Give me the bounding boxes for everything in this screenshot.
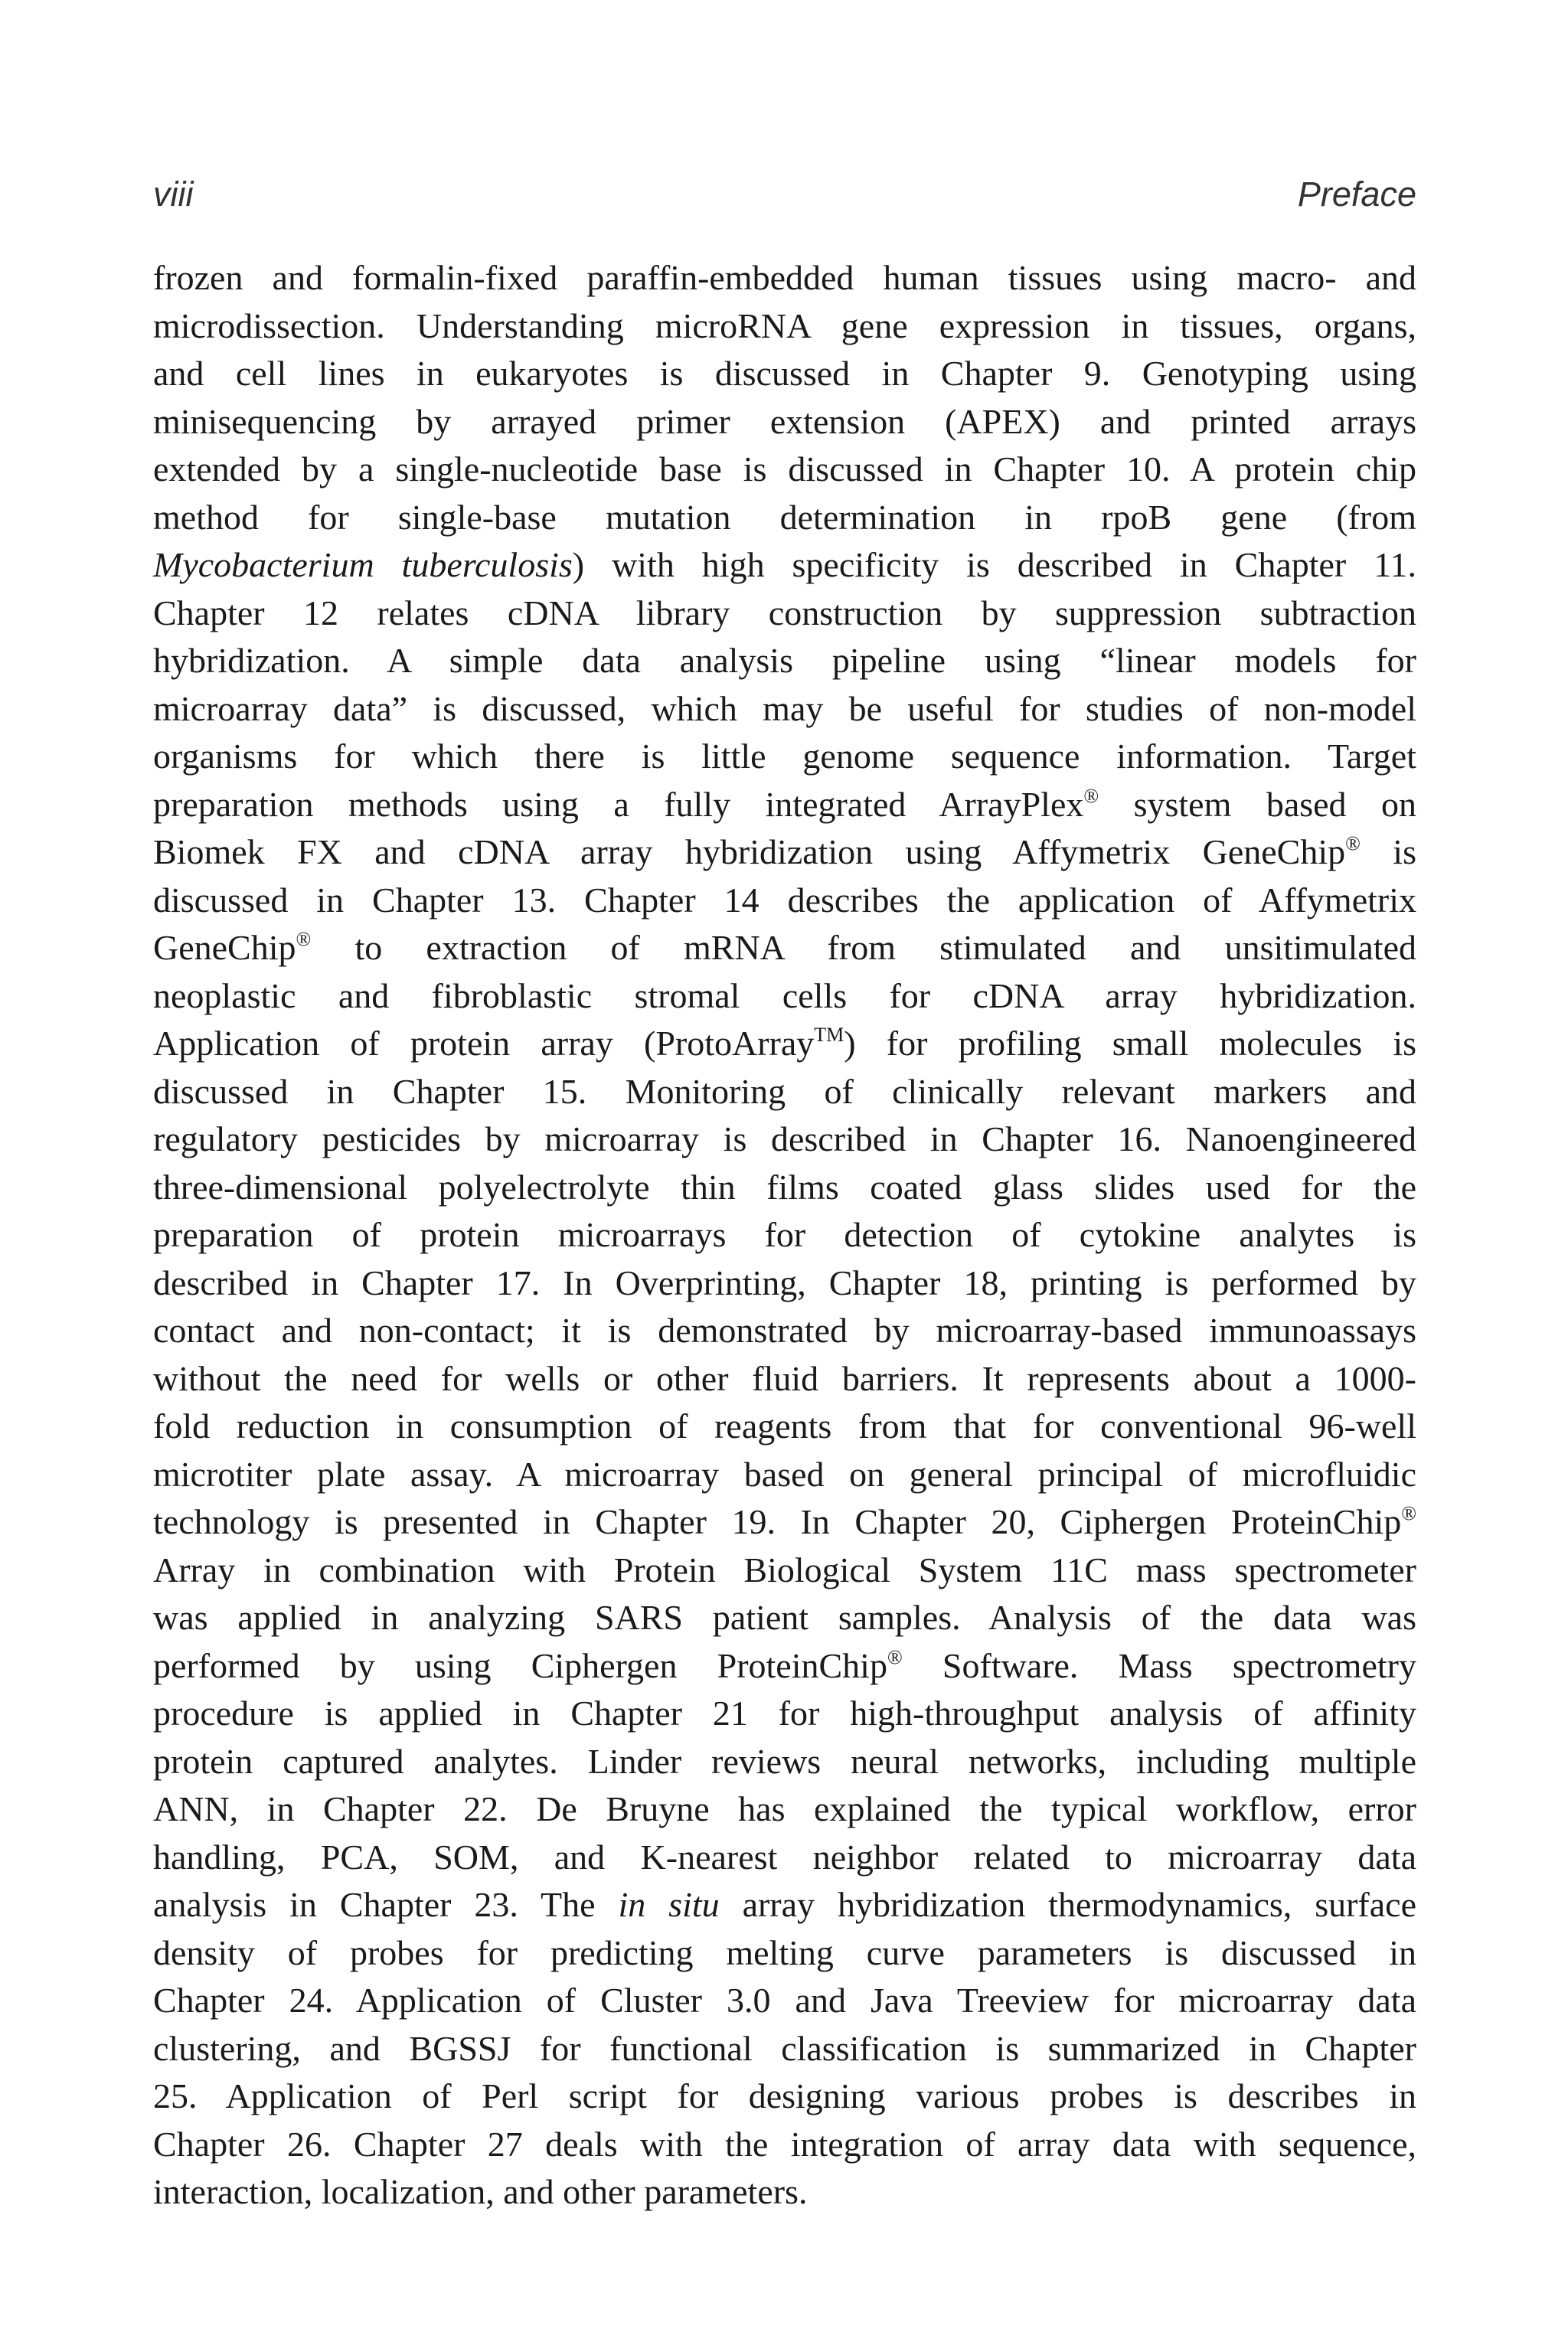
text-line: frozen and formalin-fixed paraffin-embedded human tissues using macro- and	[153, 258, 1416, 297]
document-page	[153, 0, 1416, 2352]
registered-mark: ®	[1083, 784, 1099, 807]
text-line: microdissection. Understanding microRNA gene expression in tissues, organs,	[153, 305, 1416, 345]
text-line: preparation of protein microarrays for detection of cytokine analytes is	[153, 1215, 1416, 1254]
text-line: protein captured analytes. Linder reviews neural networks, including multiple	[153, 1741, 1416, 1781]
registered-mark: ®	[1345, 832, 1361, 854]
text-line: discussed in Chapter 15. Monitoring of clinically relevant markers and	[153, 1071, 1416, 1111]
text-line: Chapter 24. Application of Cluster 3.0 and Java Treeview for microarray data	[153, 1981, 1416, 2020]
text-line: density of probes for predicting melting curve parameters is discussed in	[153, 1932, 1416, 1972]
species-name: Mycobacterium tuberculosis	[153, 545, 573, 584]
text-line: discussed in Chapter 13. Chapter 14 describes the application of Affymetrix	[153, 880, 1416, 920]
body-paragraph	[153, 254, 1416, 2216]
text-line: microarray data” is discussed, which may be useful for studies of non-model	[153, 688, 1416, 728]
text-line: Biomek FX and cDNA array hybridization using Affymetrix GeneChip® is	[153, 832, 1416, 871]
text-line: GeneChip® to extraction of mRNA from stimulated and unsitimulated	[153, 928, 1416, 967]
text-line: three-dimensional polyelectrolyte thin films coated glass slides used for the	[153, 1167, 1416, 1207]
text-line: 25. Application of Perl script for designing various probes is describes in	[153, 2076, 1416, 2115]
text-line: handling, PCA, SOM, and K-nearest neighbor related to microarray data	[153, 1837, 1416, 1877]
text-line: performed by using Ciphergen ProteinChip® Software. Mass spectrometry	[153, 1645, 1416, 1685]
text-line: regulatory pesticides by microarray is described in Chapter 16. Nanoengineered	[153, 1119, 1416, 1158]
registered-mark: ®	[296, 928, 312, 950]
text-line: Chapter 12 relates cDNA library construction by suppression subtraction	[153, 593, 1416, 632]
registered-mark: ®	[1401, 1502, 1416, 1524]
text-line: procedure is applied in Chapter 21 for high-throughput analysis of affinity	[153, 1694, 1416, 1733]
text-line: Mycobacterium tuberculosis) with high specificity is described in Chapter 11.	[153, 545, 1416, 584]
text-line: technology is presented in Chapter 19. In Chapter 20, Ciphergen ProteinChip®	[153, 1502, 1416, 1541]
text-line: Array in combination with Protein Biological System 11C mass spectrometer	[153, 1550, 1416, 1589]
text-line: clustering, and BGSSJ for functional classification is summarized in Chapter	[153, 2028, 1416, 2068]
registered-mark: ®	[887, 1645, 903, 1668]
text-line: Application of protein array (ProtoArray™) for profiling small molecules is	[153, 1024, 1417, 1063]
text-line: minisequencing by arrayed primer extension (APEX) and printed arrays	[153, 401, 1416, 441]
text-line: preparation methods using a fully integrated ArrayPlex® system based on	[153, 784, 1416, 824]
text-line: was applied in analyzing SARS patient samples. Analysis of the data was	[153, 1598, 1416, 1637]
running-head	[153, 175, 1416, 220]
text-line: analysis in Chapter 23. The in situ array hybridization thermodynamics, surface	[153, 1885, 1416, 1924]
text-line: and cell lines in eukaryotes is discussed in Chapter 9. Genotyping using	[153, 354, 1416, 393]
text-line: contact and non-contact; it is demonstrated by microarray-based immunoassays	[153, 1311, 1416, 1350]
text-line: extended by a single-nucleotide base is discussed in Chapter 10. A protein chip	[153, 449, 1416, 488]
text-line: neoplastic and fibroblastic stromal cells for cDNA array hybridization.	[153, 975, 1416, 1015]
section-title: Preface	[1297, 175, 1416, 214]
text-line: without the need for wells or other fluid barriers. It represents about a 1000-	[153, 1358, 1416, 1398]
page-number: viii	[153, 175, 194, 214]
text-line: fold reduction in consumption of reagents from that for conventional 96-well	[153, 1406, 1416, 1446]
text-line: interaction, localization, and other parameters.	[153, 2172, 808, 2211]
text-line: ANN, in Chapter 22. De Bruyne has explained the typical workflow, error	[153, 1789, 1416, 1828]
text-line: described in Chapter 17. In Overprinting, Chapter 18, printing is performed by	[153, 1263, 1416, 1302]
text-line: microtiter plate assay. A microarray based on general principal of microfluidic	[153, 1454, 1416, 1494]
text-line: method for single-base mutation determination in rpoB gene (from	[153, 497, 1416, 537]
text-line: hybridization. A simple data analysis pipeline using “linear models for	[153, 641, 1416, 680]
trademark-mark: TM	[814, 1024, 844, 1046]
text-line: organisms for which there is little genome sequence information. Target	[153, 737, 1416, 776]
latin-term: in situ	[618, 1885, 720, 1924]
text-line: Chapter 26. Chapter 27 deals with the integration of array data with sequence,	[153, 2124, 1416, 2164]
